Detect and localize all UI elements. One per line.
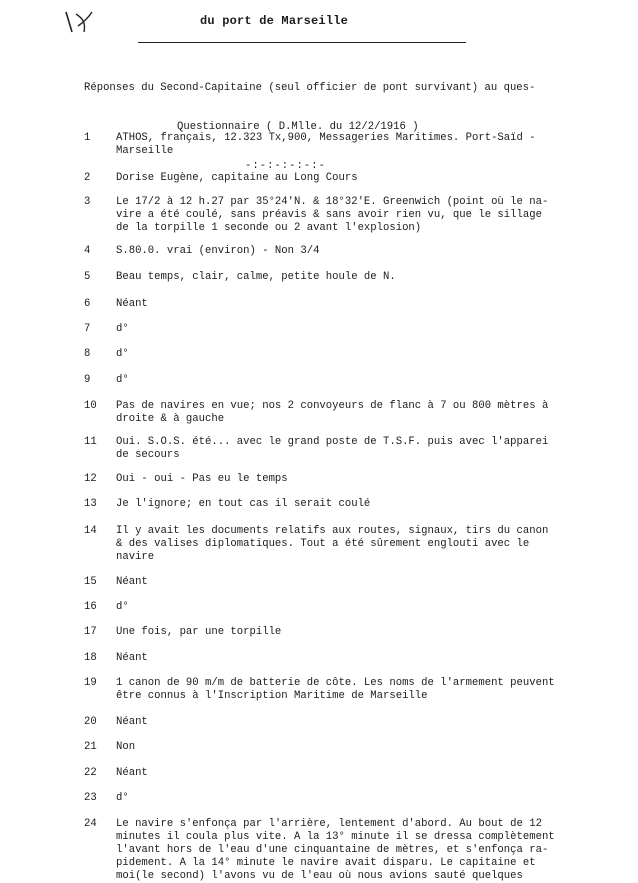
answer-line: minutes il coula plus vite. A la 13° minute il se dressa complètement	[116, 831, 555, 843]
answer-text	[116, 400, 636, 426]
answer-number: 22	[84, 767, 97, 779]
answer-line: Marseille	[116, 145, 174, 157]
answer-number: 14	[84, 525, 97, 537]
answer-text	[116, 196, 636, 235]
answer-line: moi(le second) l'avons vu de l'eau où nous avions sauté quelques	[116, 870, 523, 882]
answer-line: S.80.0. vrai (environ) - Non 3/4	[116, 245, 320, 257]
answer-number: 11	[84, 436, 97, 448]
answer-line: Néant	[116, 716, 148, 728]
answer-number: 5	[84, 271, 91, 283]
answer-number: 7	[84, 323, 91, 335]
answer-number: 16	[84, 601, 97, 613]
answer-line: Néant	[116, 652, 148, 664]
intro-separator: -:-:-:-:-:-	[245, 160, 326, 172]
answer-line: d°	[116, 374, 129, 386]
answer-number: 21	[84, 741, 97, 753]
answer-line: Je l'ignore; en tout cas il serait coulé	[116, 498, 371, 510]
answer-text	[116, 576, 636, 589]
answer-number: 4	[84, 245, 91, 257]
answer-text	[116, 716, 636, 729]
answer-text	[116, 323, 636, 336]
answer-text	[116, 436, 636, 462]
answer-line: Néant	[116, 576, 148, 588]
answer-line: ATHOS, français, 12.323 Tx,900, Messageries Maritimes. Port-Saïd -	[116, 132, 536, 144]
answer-number: 24	[84, 818, 97, 830]
answer-line: Non	[116, 741, 136, 753]
answer-line: navire	[116, 551, 155, 563]
answer-number: 10	[84, 400, 97, 412]
answer-number: 6	[84, 298, 91, 310]
answer-line: & des valises diplomatiques. Tout a été sûrement englouti avec le	[116, 538, 530, 550]
answer-text	[116, 767, 636, 780]
answer-text	[116, 741, 636, 754]
answer-line: droite & à gauche	[116, 413, 225, 425]
answer-number: 2	[84, 172, 91, 184]
answer-text	[116, 818, 636, 883]
answer-line: Dorise Eugène, capitaine au Long Cours	[116, 172, 358, 184]
answer-line: Pas de navires en vue; nos 2 convoyeurs de flanc à 7 ou 800 mètres à	[116, 400, 549, 412]
answer-number: 18	[84, 652, 97, 664]
answer-line: Le navire s'enfonça par l'arrière, lentement d'abord. Au bout de 12	[116, 818, 542, 830]
answer-line: Néant	[116, 298, 148, 310]
answer-text	[116, 652, 636, 665]
answer-number: 9	[84, 374, 91, 386]
answer-line: de secours	[116, 449, 180, 461]
answer-text	[116, 677, 636, 703]
answer-text	[116, 172, 636, 185]
answer-text	[116, 473, 636, 486]
handwritten-mark	[62, 8, 100, 36]
answer-number: 3	[84, 196, 91, 208]
document-header: du port de Marseille	[200, 14, 349, 28]
answer-number: 13	[84, 498, 97, 510]
answer-text	[116, 348, 636, 361]
answer-line: Une fois, par une torpille	[116, 626, 282, 638]
answer-text	[116, 298, 636, 311]
answer-line: 1 canon de 90 m/m de batterie de côte. Les noms de l'armement peuvent	[116, 677, 555, 689]
answer-line: Oui. S.O.S. été... avec le grand poste de T.S.F. puis avec l'apparei	[116, 436, 549, 448]
header-rule	[138, 42, 466, 43]
answer-line: d°	[116, 601, 129, 613]
answer-line: Le 17/2 à 12 h.27 par 35°24'N. & 18°32'E. Greenwich (point où le na-	[116, 196, 549, 208]
answer-number: 19	[84, 677, 97, 689]
answer-text	[116, 525, 636, 564]
answer-number: 8	[84, 348, 91, 360]
answer-text	[116, 132, 636, 158]
answer-number: 15	[84, 576, 97, 588]
answer-number: 20	[84, 716, 97, 728]
answer-line: d°	[116, 792, 129, 804]
answer-line: d°	[116, 348, 129, 360]
answer-text	[116, 626, 636, 639]
answer-text	[116, 498, 636, 511]
answer-number: 17	[84, 626, 97, 638]
answer-line: d°	[116, 323, 129, 335]
answer-line: l'avant hors de l'eau d'une cinquantaine de mètres, et s'enfonça ra-	[116, 844, 549, 856]
answer-number: 1	[84, 132, 91, 144]
answer-line: être connus à l'Inscription Maritime de Marseille	[116, 690, 428, 702]
answer-text	[116, 792, 636, 805]
answer-line: vire a été coulé, sans préavis & sans avoir rien vu, que le sillage	[116, 209, 542, 221]
answer-number: 12	[84, 473, 97, 485]
answer-text	[116, 374, 636, 387]
answer-line: Il y avait les documents relatifs aux routes, signaux, tirs du canon	[116, 525, 549, 537]
intro-line: Réponses du Second-Capitaine (seul officier de pont survivant) au ques-	[84, 82, 536, 94]
answer-text	[116, 601, 636, 614]
answer-number: 23	[84, 792, 97, 804]
answer-line: de la torpille 1 seconde ou 2 avant l'explosion)	[116, 222, 422, 234]
answer-line: Oui - oui - Pas eu le temps	[116, 473, 288, 485]
intro-line: Questionnaire ( D.Mlle. du 12/2/1916 )	[177, 121, 419, 133]
answer-text	[116, 271, 636, 284]
answer-line: Beau temps, clair, calme, petite houle de N.	[116, 271, 396, 283]
answer-line: pidement. A la 14° minute le navire avait disparu. Le capitaine et	[116, 857, 536, 869]
answer-line: Néant	[116, 767, 148, 779]
answer-text	[116, 245, 636, 258]
